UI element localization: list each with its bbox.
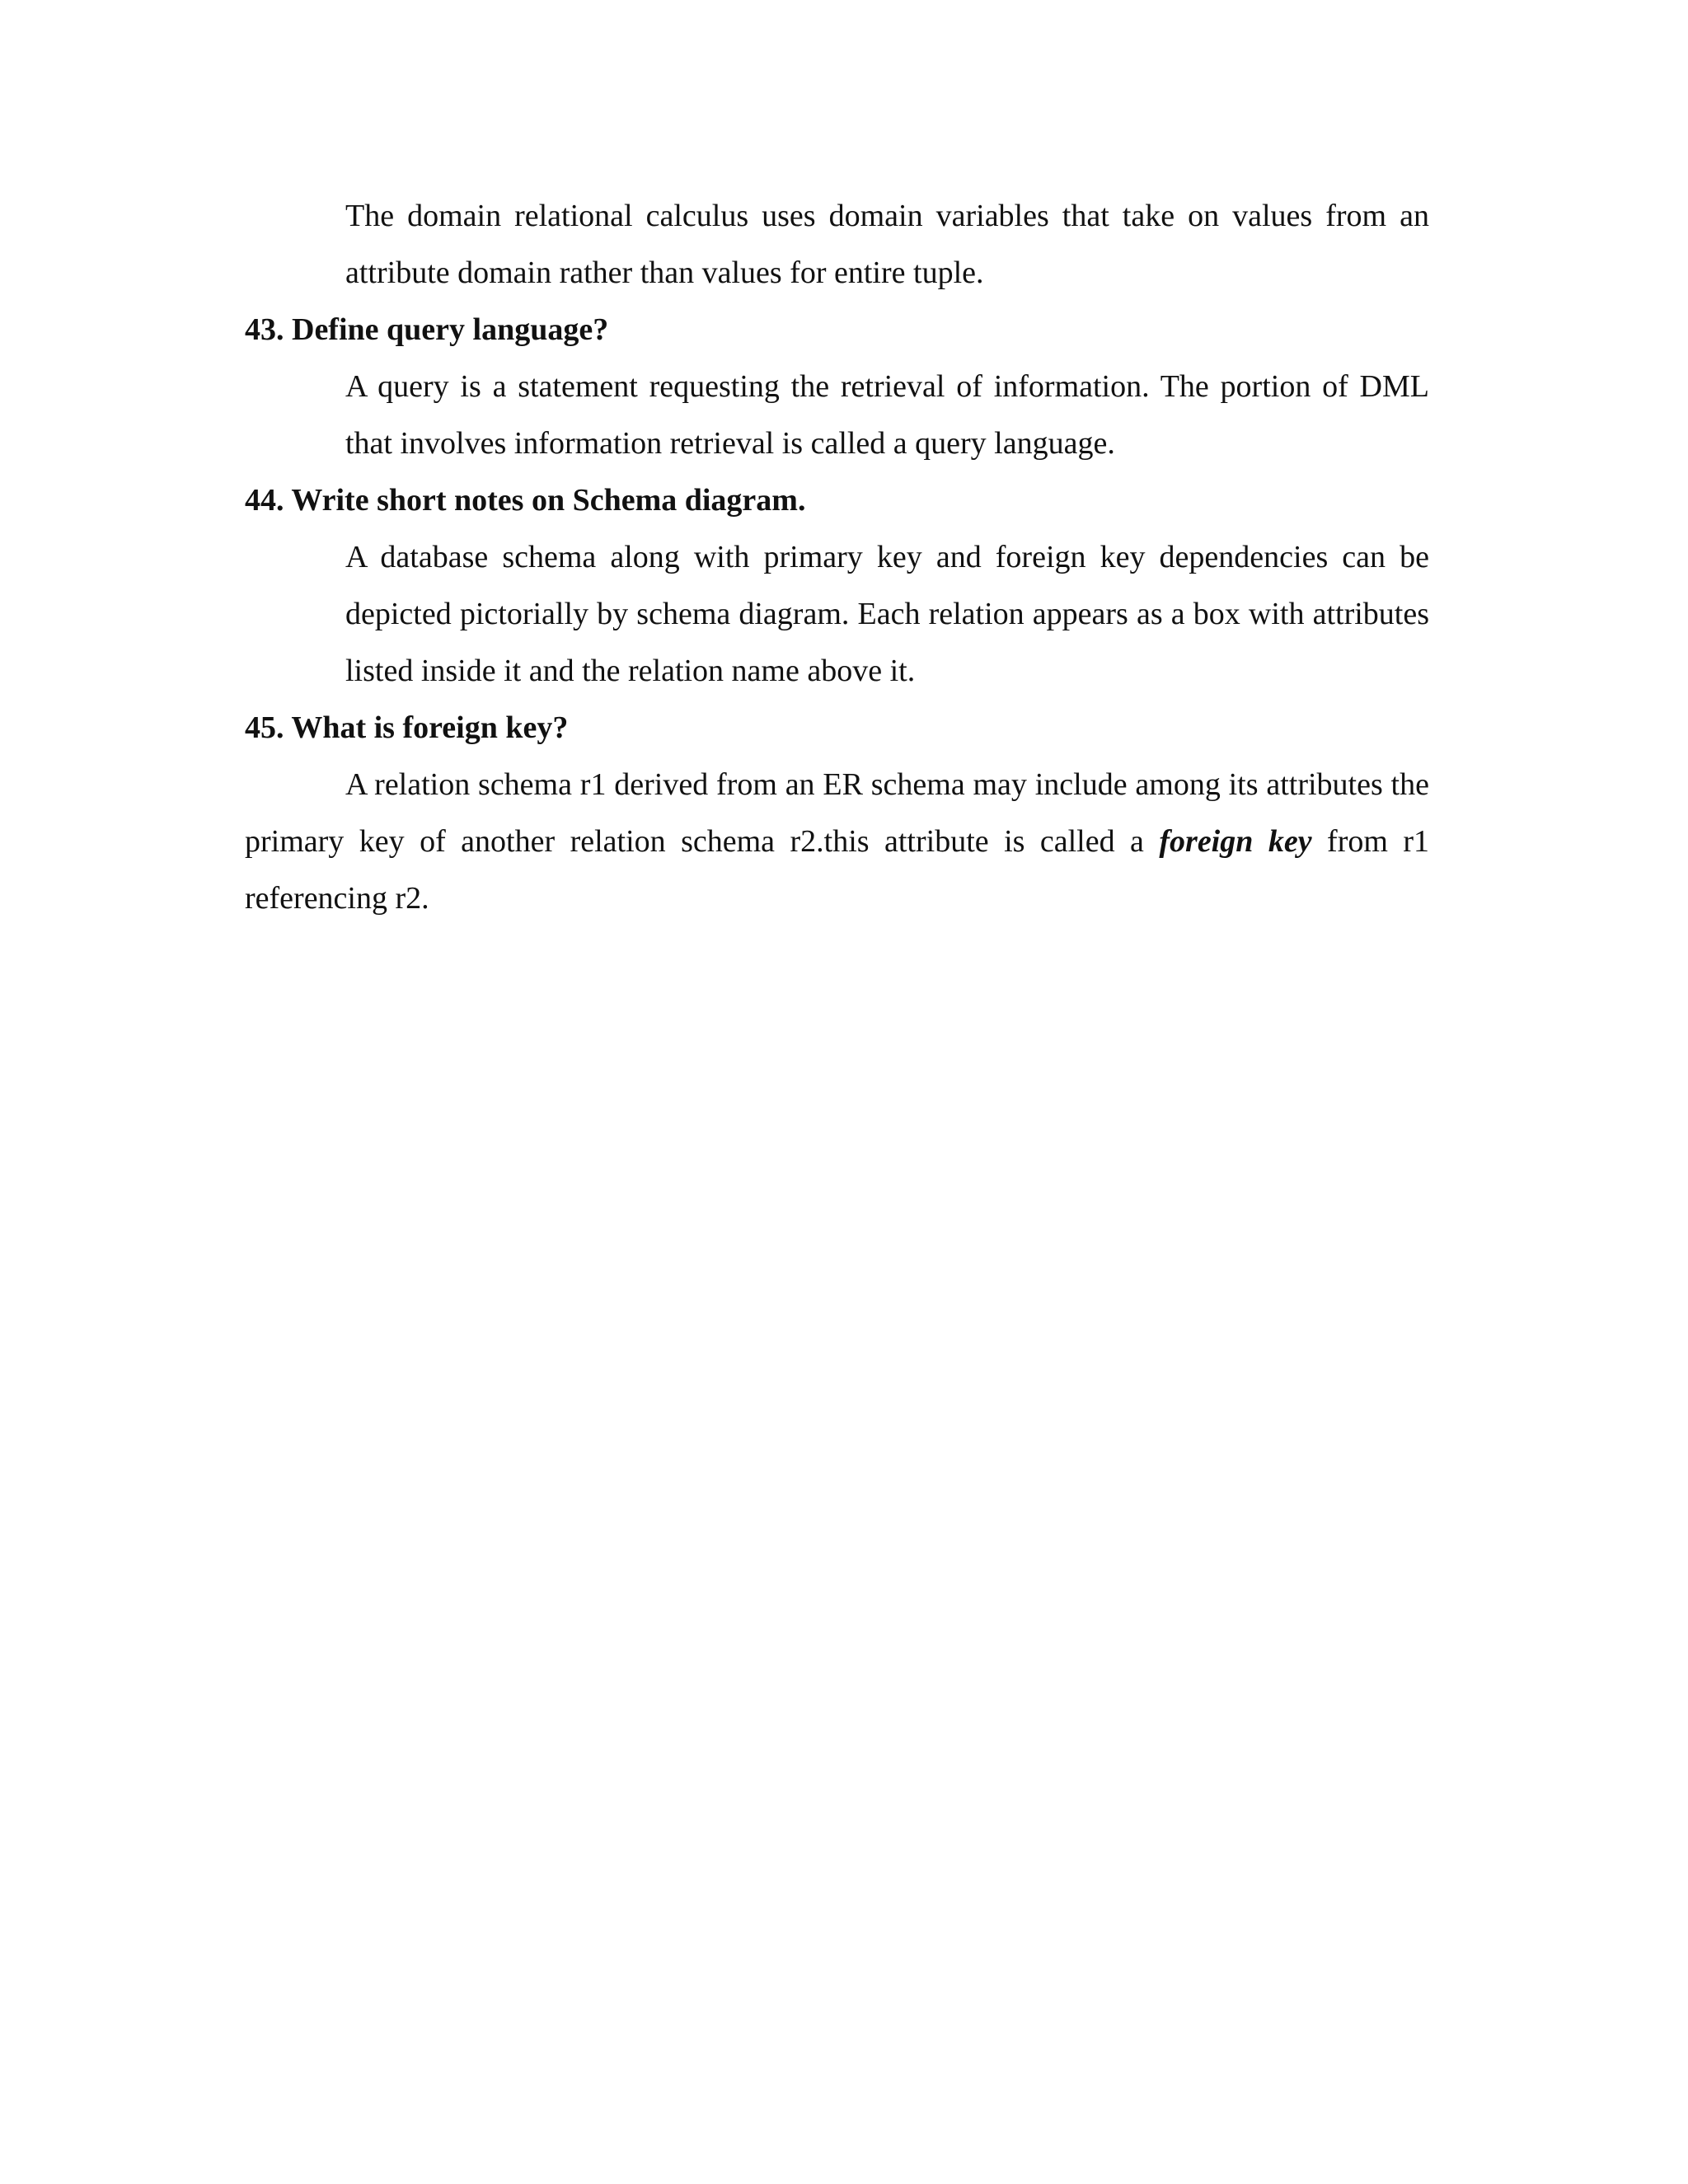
question-43-answer: A query is a statement requesting the retrieval of information. The portion of DML that involves information retrieval is called a query language.: [345, 369, 1429, 461]
foreign-key-term: foreign key: [1159, 824, 1312, 859]
question-43-heading: 43. Define query language?: [245, 312, 609, 347]
question-45-answer-text-before: A relation schema r1 derived from an ER schema may include among its attributes the primary key of another relation schema r2.this attribute is called a: [245, 767, 1429, 859]
question-44-answer: A database schema along with primary key and foreign key dependencies can be depicted pictorially by schema diagram. Each relation appears as a box with attributes listed inside it and the relation name above it.: [345, 540, 1429, 688]
question-45-answer: [245, 757, 1429, 927]
question-45-heading: 45. What is foreign key?: [245, 710, 569, 745]
question-44-heading: 44. Write short notes on Schema diagram.: [245, 483, 806, 518]
question-45-answer-text-after: from r1 referencing r2.: [245, 824, 1430, 916]
intro-paragraph: The domain relational calculus uses domain variables that take on values from an attribute domain rather than values for entire tuple.: [345, 199, 1429, 290]
document-content: [245, 188, 1429, 927]
